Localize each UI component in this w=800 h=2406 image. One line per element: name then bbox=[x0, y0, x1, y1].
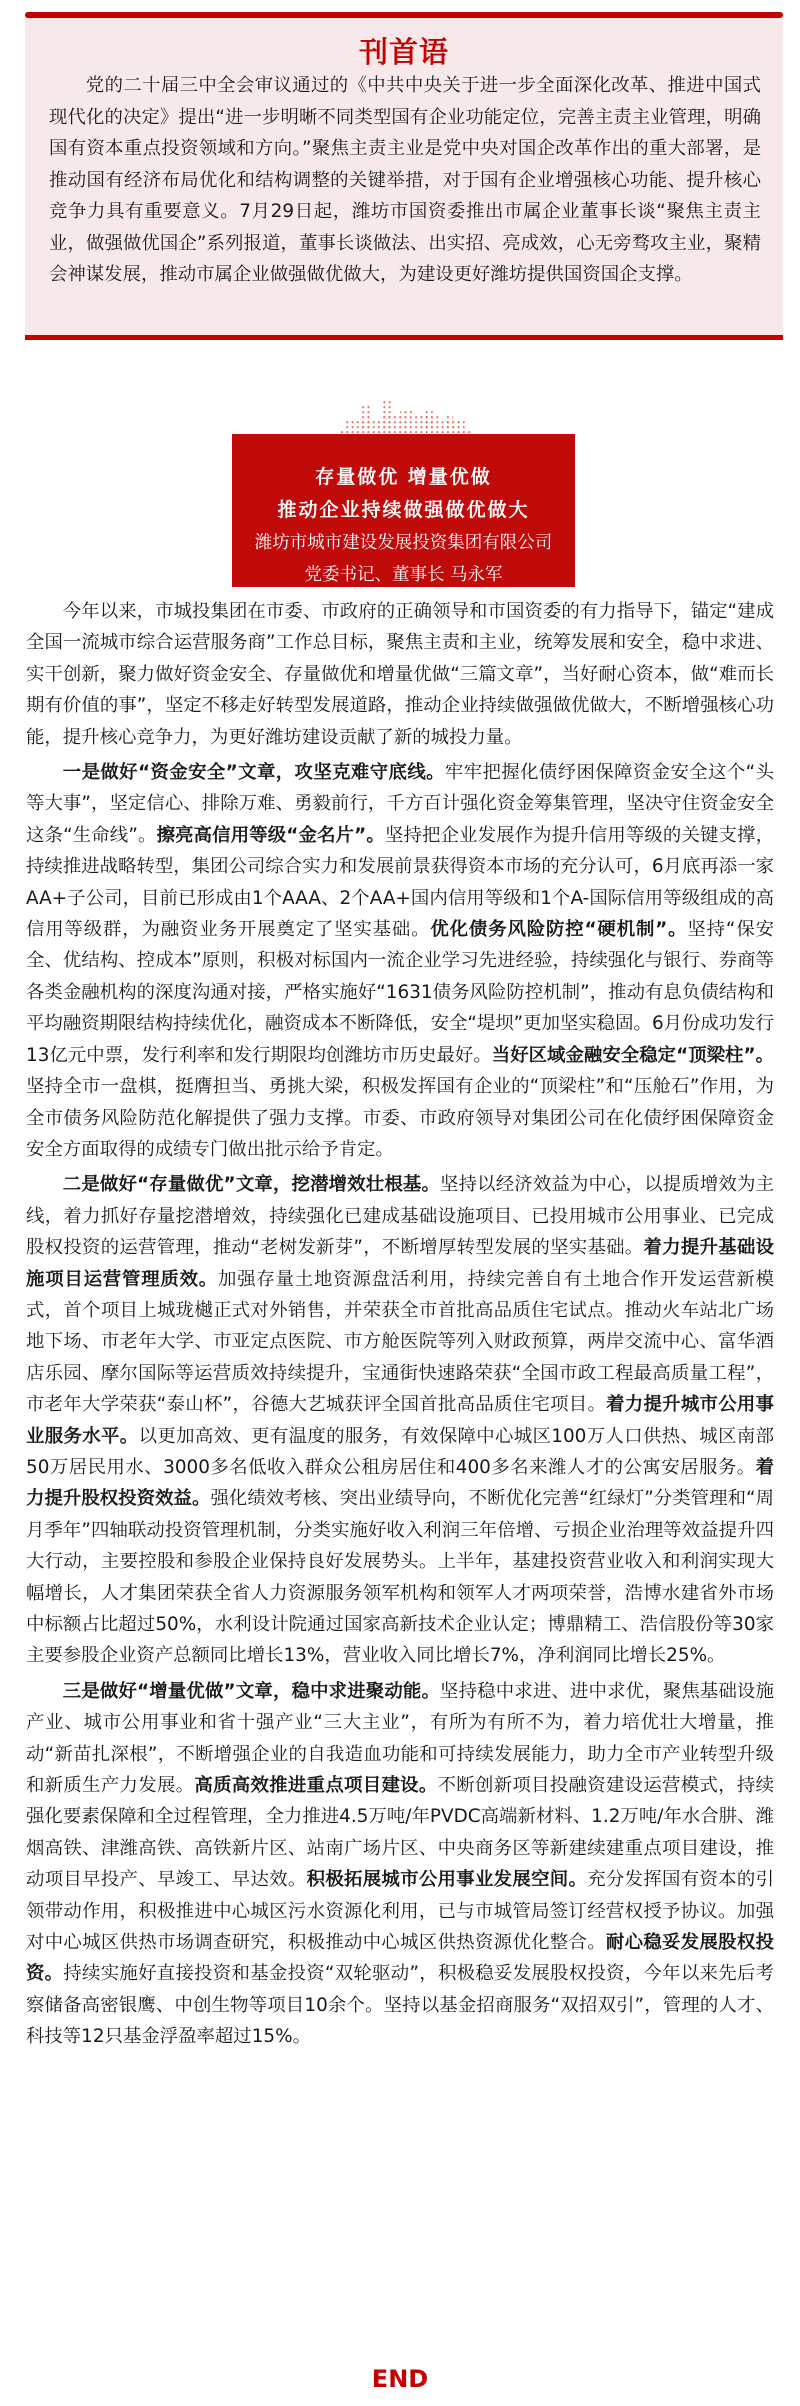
subheading: 耐心稳妥发展股权投资。 bbox=[26, 1932, 774, 1985]
end-mark: END bbox=[371, 2365, 429, 2393]
paragraph-text: 持续实施好直接投资和基金投资“双轮驱动”，积极稳妥发展股权投资，今年以来先后考察储备高密银鹰、中创生物等项目10余个。坚持以基金招商服务“双招双引”，管理的人才、科技等12只基金浮盈率超过15%。 bbox=[26, 1963, 774, 2048]
paragraph-text: 坚持全市一盘棋，挺膺担当、勇挑大梁，积极发挥国有企业的“顶梁柱”和“压舱石”作用，为全市债务风险防范化解提供了强力支撑。市委、市政府领导对集团公司在化债纾困保障资金安全方面取得的成绩专门做出批示给予肯定。 bbox=[26, 1076, 774, 1160]
subheading: 擦亮高信用等级“金名片”。 bbox=[156, 824, 385, 846]
article-paragraph-intro bbox=[24, 596, 776, 753]
subheading: 优化债务风险防控“硬机制”。 bbox=[430, 919, 688, 941]
paragraph-text: 加强存量土地资源盘活利用，持续完善自有土地合作开发运营新模式，首个项目上城珑樾正式对外销售，并荣获全市首批高品质住宅试点。推动火车站北广场地下场、市老年大学、市亚定点医院、市方舱医院等列入财政预算，两岸交流中心、富华酒店乐园、摩尔国际等运营质效持续提升，宝通街快速路荣获“全国市政工程最高质量工程”，市老年大学荣获“泰山杯”，谷德大艺城获评全国首批高品质住宅项目。 bbox=[26, 1268, 774, 1416]
article-body bbox=[24, 596, 776, 2053]
section-heading: 三是做好“增量优做”文章，稳中求进聚动能。 bbox=[62, 1680, 441, 1702]
article-paragraph-incremental-growth bbox=[24, 1676, 776, 2053]
company-name: 潍坊市城市建设发展投资集团有限公司 bbox=[254, 533, 553, 553]
dot-equalizer-decoration-icon bbox=[340, 385, 470, 435]
paragraph-text: 今年以来，市城投集团在市委、市政府的正确领导和市国资委的有力指导下，锚定“建成全国一流城市综合运营服务商”工作总目标，聚焦主责和主业，统筹发展和安全，稳中求进、实干创新，聚力做好资金安全、存量做优和增量优做“三篇文章”，当好耐心资本，做“难而长期有价值的事”，坚定不移走好转型发展道路，推动企业持续做强做优做大，不断增强核心功能，提升核心竞争力，为更好潍坊建设贡献了新的城投力量。 bbox=[26, 601, 774, 748]
headline-line-1: 存量做优 增量优做 bbox=[315, 466, 492, 488]
paragraph-text: 坚持“保安全、优结构、控成本”原则，积极对标国内一流企业学习先进经验，持续强化与银行、券商等各类金融机构的深度沟通对接，严格实施好“1631债务风险防控机制”，推动有息负债结构和平均融资期限结构持续优化，融资成本不断降低，安全“堤坝”更加坚实稳固。6月份成功发行13亿元中票，发行利率和发行期限均创潍坊市历史最好。 bbox=[26, 919, 774, 1066]
preface-text: 党的二十届三中全会审议通过的《中共中央关于进一步全面深化改革、推进中国式现代化的决定》提出“进一步明晰不同类型国有企业功能定位，完善主责主业管理，明确国有资本重点投资领域和方向。”聚焦主责主业是党中央对国企改革作出的重大部署，是推动国有经济布局优化和结构调整的关键举措，对于国有企业增强核心功能、提升核心竞争力具有重要意义。7月29日起，潍坊市国资委推出市属企业董事长谈“聚焦主责主业，做强做优国企”系列报道，董事长谈做法、出实招、亮成效，心无旁骛攻主业，聚精会神谋发展，推动市属企业做强做优做大，为建设更好潍坊提供国资国企支撑。 bbox=[49, 75, 761, 285]
author-byline: 党委书记、董事长 马永军 bbox=[304, 565, 503, 585]
paragraph-text: 牢牢把握化债纾困保障资金安全这个“头等大事”，坚定信心、排除万难、勇毅前行，千方百计强化资金筹集管理，坚决守住资金安全这条“生命线”。 bbox=[26, 762, 774, 846]
article-paragraph-stock-optimization bbox=[24, 1169, 776, 1672]
article-paragraph-funding-safety bbox=[24, 757, 776, 1165]
preface-box bbox=[25, 12, 783, 340]
subheading: 着力提升股权投资效益。 bbox=[26, 1456, 774, 1510]
subheading: 积极拓展城市公用事业发展空间。 bbox=[306, 1869, 588, 1891]
paragraph-text: 不断创新项目投融资建设运营模式，持续强化要素保障和全过程管理，全力推进4.5万吨/年PVDC高端新材料、1.2万吨/年水合肼、潍烟高铁、津潍高铁、高铁新片区、站南广场片区、中央商务区等新建续建重点项目建设，推动项目早投产、早竣工、早达效。 bbox=[26, 1775, 774, 1891]
paragraph-text: 坚持把企业发展作为提升信用等级的关键支撑，持续推进战略转型，集团公司综合实力和发展前景获得资本市场的充分认可，6月底再添一家AA+子公司，目前已形成由1个AAA、2个AA+国内信用等级和1个A-国际信用等级组成的高信用等级群，为融资业务开展奠定了坚实基础。 bbox=[26, 824, 774, 941]
preface-top-bar bbox=[25, 12, 783, 18]
preface-title: 刊首语 bbox=[358, 35, 449, 69]
section-heading: 二是做好“存量做优”文章，挖潜增效壮根基。 bbox=[62, 1174, 441, 1196]
section-heading: 一是做好“资金安全”文章，攻坚克难守底线。 bbox=[62, 762, 445, 784]
subheading: 高质高效推进重点项目建设。 bbox=[194, 1775, 438, 1797]
headline-line-2: 推动企业持续做强做优做大 bbox=[277, 499, 530, 521]
paragraph-text: 充分发挥国有资本的引领带动作用，积极推进中心城区污水资源化利用，已与市城管局签订经营权授予协议。加强对中心城区供热市场调查研究，积极推动中心城区供热资源优化整合。 bbox=[26, 1869, 774, 1954]
article-title-box bbox=[232, 434, 575, 587]
paragraph-text: 以更加高效、更有温度的服务，有效保障中心城区100万人口供热、城区南部50万居民用水、3000多名低收入群众公租房居住和400多名来潍人才的公寓安居服务。 bbox=[26, 1425, 774, 1478]
preface-bottom-bar bbox=[25, 335, 783, 340]
subheading: 着力提升基础设施项目运营管理质效。 bbox=[26, 1237, 774, 1290]
subheading: 当好区域金融安全稳定“顶梁柱”。 bbox=[491, 1044, 774, 1066]
paragraph-text: 坚持以经济效益为中心，以提质增效为主线，着力抓好存量挖潜增效，持续强化已建成基础设施项目、已投用城市公用事业、已完成股权投资的运营管理，推动“老树发新芽”，不断增厚转型发展的坚实基础。 bbox=[26, 1174, 774, 1259]
paragraph-text: 坚持稳中求进、进中求优，聚焦基础设施产业、城市公用事业和省十强产业“三大主业”，有所为有所不为，着力培优壮大增量，推动“新苗扎深根”，不断增强企业的自我造血功能和可持续发展能力，助力全市产业转型升级和新质生产力发展。 bbox=[26, 1680, 774, 1797]
paragraph-text: 强化绩效考核、突出业绩导向，不断优化完善“红绿灯”分类管理和“周月季年”四轴联动投资管理机制，分类实施好收入利润三年倍增、亏损企业治理等效益提升四大行动，主要控股和参股企业保持良好发展势头。上半年，基建投资营业收入和利润实现大幅增长，人才集团荣获全省人力资源服务领军机构和领军人才两项荣誉，浩博水建省外市场中标额占比超过50%，水利设计院通过国家高新技术企业认定；博鼎精工、浩信股份等30家主要参股企业资产总额同比增长13%，营业收入同比增长7%，净利润同比增长25%。 bbox=[26, 1488, 774, 1667]
subheading: 着力提升城市公用事业服务水平。 bbox=[26, 1394, 774, 1447]
